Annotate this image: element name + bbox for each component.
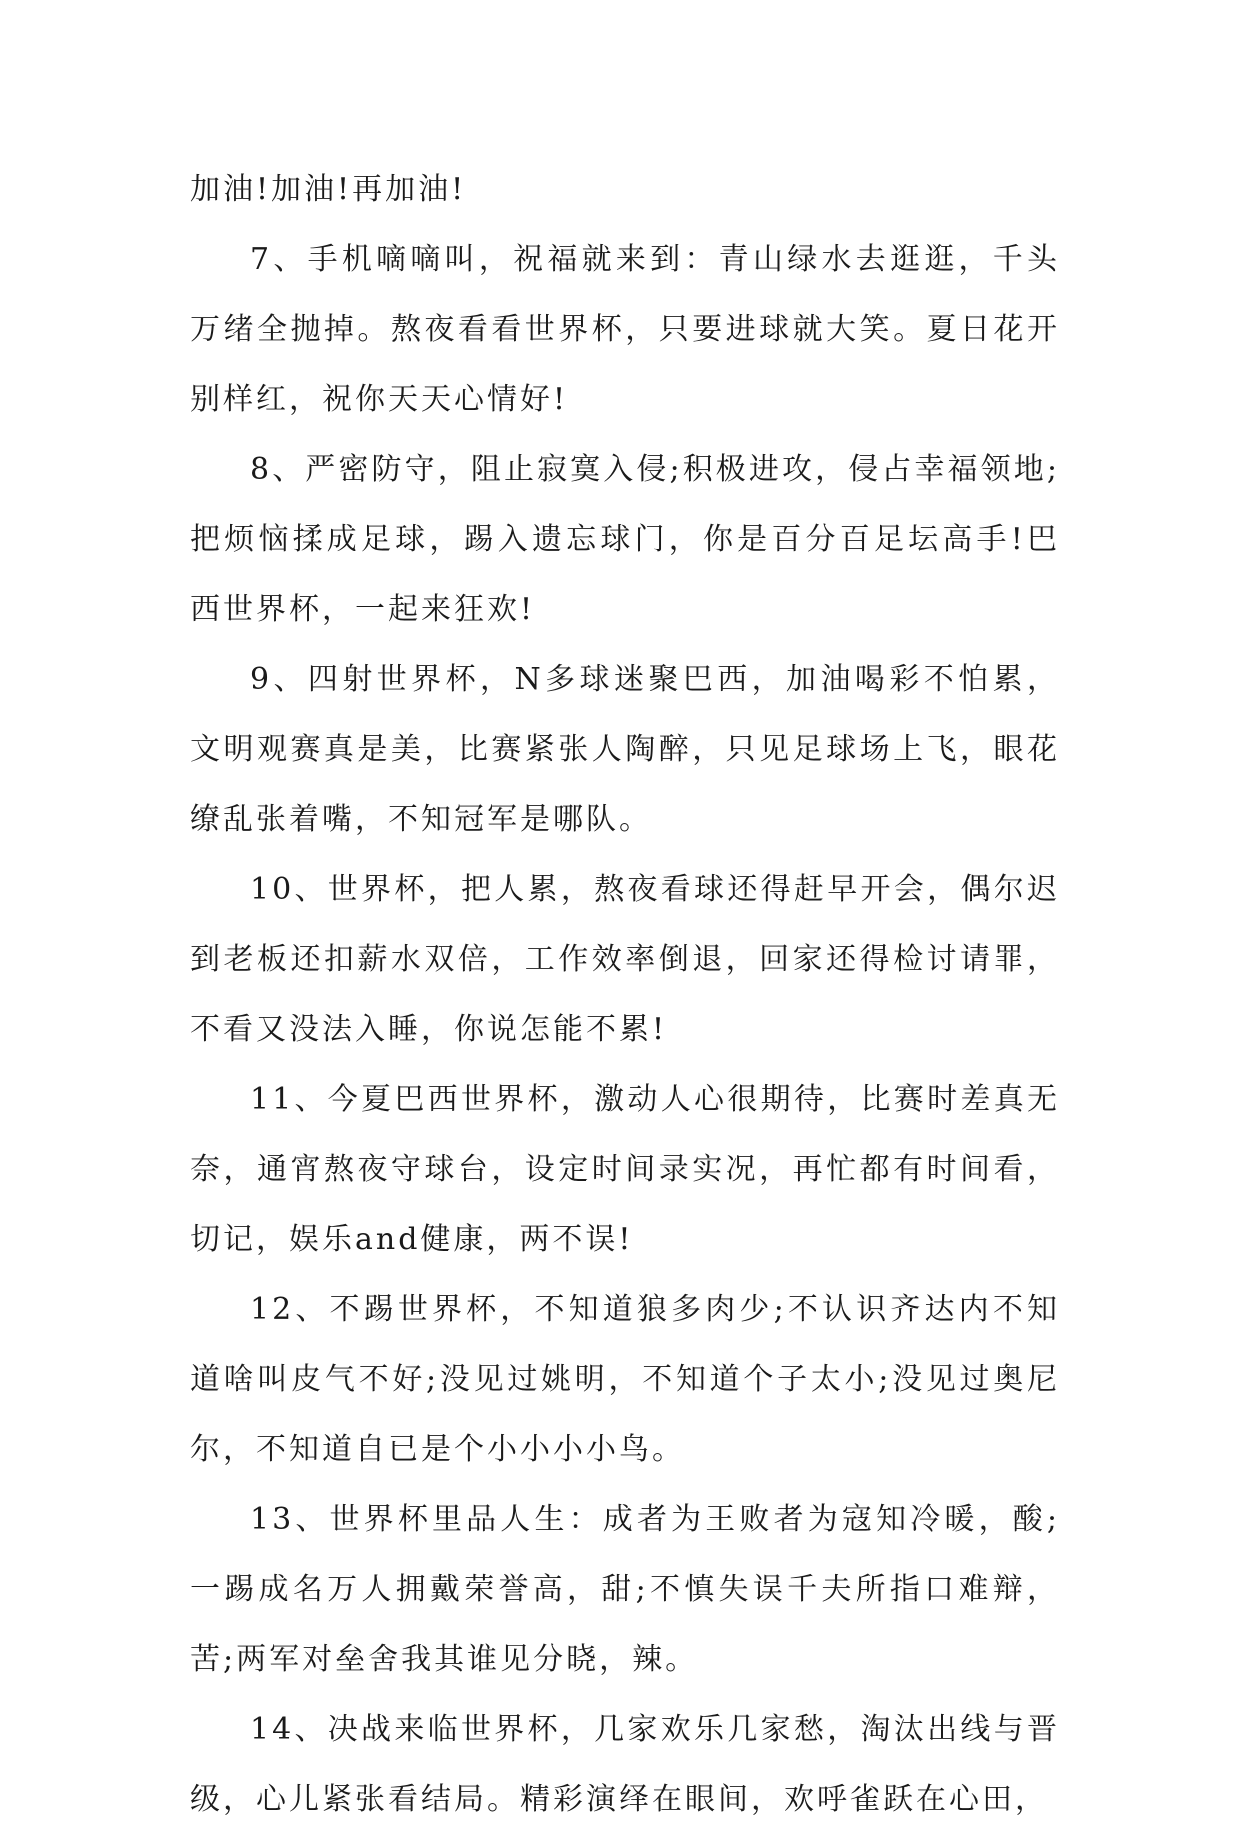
paragraph-11: 11、今夏巴西世界杯，激动人心很期待，比赛时差真无奈，通宵熬夜守球台，设定时间录实况，再忙都有时间看，切记，娱乐and健康，两不误! — [190, 1082, 1060, 1257]
paragraph-9: 9、四射世界杯，N多球迷聚巴西，加油喝彩不怕累，文明观赛真是美，比赛紧张人陶醉，只见足球场上飞，眼花缭乱张着嘴，不知冠军是哪队。 — [190, 662, 1060, 837]
paragraph-10: 10、世界杯，把人累，熬夜看球还得赶早开会，偶尔迟到老板还扣薪水双倍，工作效率倒退，回家还得检讨请罪，不看又没法入睡，你说怎能不累! — [190, 872, 1060, 1047]
paragraph-14: 14、决战来临世界杯，几家欢乐几家愁，淘汰出线与晋级，心儿紧张看结局。精彩演绎在眼间，欢呼雀跃在心田， — [190, 1712, 1060, 1817]
document-body — [190, 155, 1060, 1835]
paragraph-8: 8、严密防守，阻止寂寞入侵;积极进攻，侵占幸福领地;把烦恼揉成足球，踢入遗忘球门，你是百分百足坛高手!巴西世界杯，一起来狂欢! — [190, 452, 1060, 627]
paragraph-7: 7、手机嘀嘀叫，祝福就来到：青山绿水去逛逛，千头万绪全抛掉。熬夜看看世界杯，只要进球就大笑。夏日花开别样红，祝你天天心情好! — [190, 242, 1060, 417]
paragraph-12: 12、不踢世界杯，不知道狼多肉少;不认识齐达内不知道啥叫皮气不好;没见过姚明，不知道个子太小;没见过奥尼尔，不知道自已是个小小小小鸟。 — [190, 1292, 1060, 1467]
paragraph-13: 13、世界杯里品人生：成者为王败者为寇知冷暖，酸;一踢成名万人拥戴荣誉高，甜;不慎失误千夫所指口难辩，苦;两军对垒舍我其谁见分晓，辣。 — [190, 1502, 1060, 1677]
paragraph-continuation: 加油!加油!再加油! — [190, 172, 467, 207]
